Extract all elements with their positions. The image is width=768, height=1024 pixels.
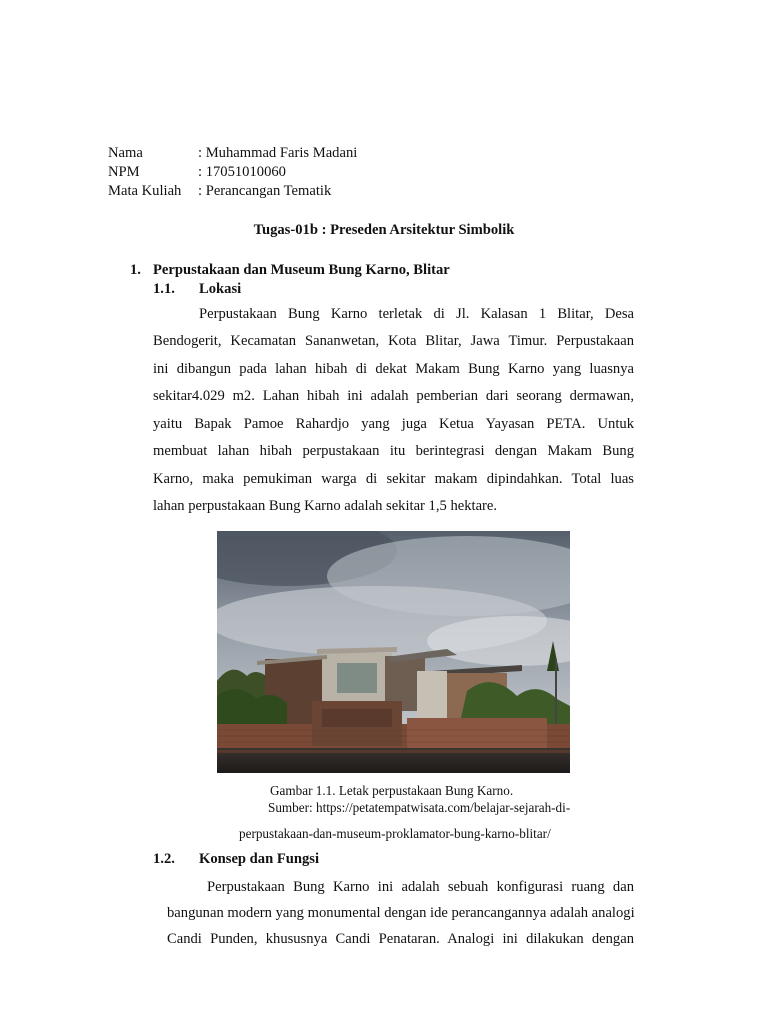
paragraph-line: bangunan modern yang monumental dengan ide perancangannya adalah analogi <box>167 905 635 921</box>
subsection-number-1-2: 1.2. <box>153 851 175 867</box>
section-title: Perpustakaan dan Museum Bung Karno, Blitar <box>153 262 450 278</box>
field-value-mata-kuliah: : Perancangan Tematik <box>198 183 332 199</box>
field-label-npm: NPM <box>108 164 140 180</box>
field-value-nama: : Muhammad Faris Madani <box>198 145 358 161</box>
paragraph-line: membuat lahan hibah perpustakaan itu berintegrasi dengan Makam Bung <box>153 443 634 459</box>
paragraph-line: Candi Punden, khususnya Candi Penataran. Analogi ini dilakukan dengan <box>167 931 634 947</box>
paragraph-line: Perpustakaan Bung Karno terletak di Jl. Kalasan 1 Blitar, Desa <box>199 306 634 322</box>
paragraph-line: sekitar4.029 m2. Lahan hibah ini adalah pemberian dari seorang dermawan, <box>153 388 634 404</box>
figure-caption: Gambar 1.1. Letak perpustakaan Bung Karno. <box>270 783 514 798</box>
field-label-mata-kuliah: Mata Kuliah <box>108 183 182 199</box>
section-number: 1. <box>130 262 141 278</box>
figure-source-line-1: Sumber: https://petatempatwisata.com/belajar-sejarah-di- <box>268 800 571 815</box>
figure-source-line-2: perpustakaan-dan-museum-proklamator-bung-karno-blitar/ <box>239 826 551 841</box>
paragraph-line: lahan perpustakaan Bung Karno adalah sekitar 1,5 hektare. <box>153 498 498 514</box>
field-value-npm: : 17051010060 <box>198 164 286 180</box>
paragraph-line: Perpustakaan Bung Karno ini adalah sebuah konfigurasi ruang dan <box>207 879 634 895</box>
document-title: Tugas-01b : Preseden Arsitektur Simbolik <box>253 222 515 238</box>
subsection-title-konsep: Konsep dan Fungsi <box>199 851 320 867</box>
paragraph-line: ini dibangun pada lahan hibah di dekat Makam Bung Karno yang luasnya <box>153 361 634 377</box>
paragraph-line: yaitu Bapak Pamoe Rahardjo yang juga Ketua Yayasan PETA. Untuk <box>153 416 634 432</box>
field-label-nama: Nama <box>108 145 143 161</box>
subsection-title-lokasi: Lokasi <box>199 281 242 297</box>
library-photo <box>217 531 570 773</box>
paragraph-line: Bendogerit, Kecamatan Sananwetan, Kota Blitar, Jawa Timur. Perpustakaan <box>153 333 634 349</box>
paragraph-line: Karno, maka pemukiman warga di sekitar makam dipindahkan. Total luas <box>153 471 634 487</box>
subsection-number-1-1: 1.1. <box>153 281 175 297</box>
